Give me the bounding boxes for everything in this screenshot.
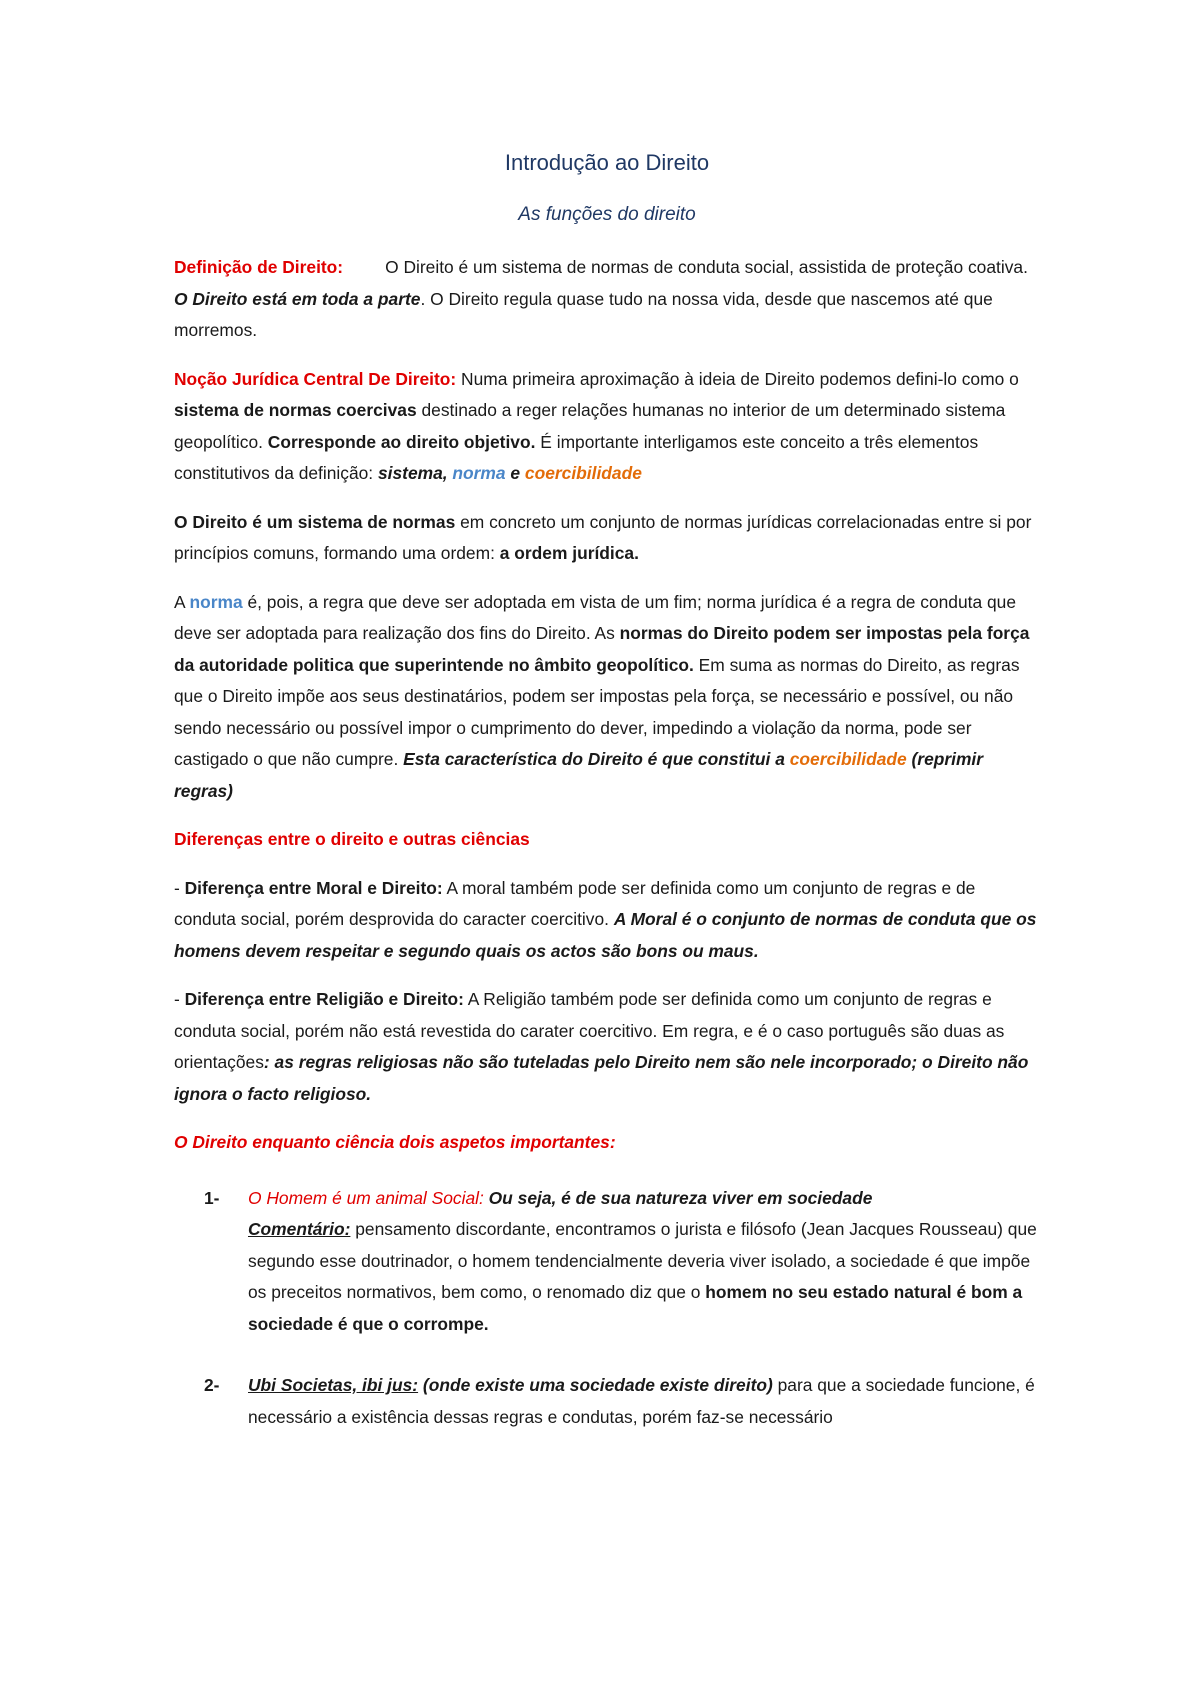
- text: A moral também pode ser definida como um conjunto de regras e de conduta social, porém desprovida do caracter coercitivo.: [174, 877, 976, 929]
- text: em concreto um conjunto de normas jurídicas correlacionadas entre si por princípios comuns, formando uma ordem:: [174, 511, 1032, 563]
- bold-text: sistema de normas coercivas: [174, 400, 417, 420]
- central-notion-label: Noção Jurídica Central De Direito:: [174, 368, 457, 389]
- list-item: [174, 1370, 1040, 1433]
- bold-text: a ordem jurídica.: [499, 543, 639, 563]
- text: Numa primeira aproximação à ideia de Direito podemos defini-lo como o: [456, 368, 1019, 389]
- text: destinado a reger relações humanas no interior de um determinado sistema geopolítico.: [174, 400, 1006, 452]
- text: É importante interligamos este conceito a três elementos constitutivos da definição:: [174, 431, 979, 483]
- text: pensamento discordante, encontramos o jurista e filósofo (Jean Jacques Rousseau) que segundo esse doutrinador, o homem tendencialmente deveria viver isolado, a sociedade é que impõe os preceitos normativos, bem como, o renomado diz que o: [248, 1219, 1037, 1302]
- bold-italic-text: Esta característica do Direito é que constitui a: [403, 749, 790, 769]
- text: O Direito é um sistema de normas de conduta social, assistida de proteção coativa.: [385, 257, 1028, 277]
- text: é, pois, a regra que deve ser adoptada em vista de um fim; norma jurídica é a regra de conduta que deve ser adoptada para realização dos fins do Direito. As: [174, 591, 1017, 643]
- bold-italic-text: A Moral é o conjunto de normas de conduta que os homens devem respeitar e segundo quais os actos são bons ou maus.: [174, 909, 1037, 961]
- paragraph-norma: [174, 587, 1040, 808]
- paragraph-central-notion: [174, 364, 1040, 490]
- bold-italic-text: (onde existe uma sociedade existe direito): [418, 1375, 773, 1395]
- text: . O Direito regula quase tudo na nossa vida, desde que nascemos até que morremos.: [174, 288, 993, 340]
- list-number: 2-: [204, 1375, 220, 1395]
- paragraph-system-of-norms: [174, 507, 1040, 570]
- bold-text: O Direito é um sistema de normas: [174, 511, 456, 532]
- bold-italic-text: e: [505, 463, 525, 483]
- text: A: [174, 591, 190, 612]
- list-item: [174, 1183, 1040, 1341]
- coercibilidade-term: coercibilidade: [524, 463, 642, 483]
- section-heading-science: O Direito enquanto ciência dois aspetos importantes:: [174, 1132, 616, 1152]
- bold-italic-text: : as regras religiosas não são tuteladas pelo Direito nem são nele incorporado; o Direito não ignora o facto religioso.: [174, 1052, 1029, 1104]
- text: para que a sociedade funcione, é necessário a existência dessas regras e condutas, porém faz-se necessário: [248, 1375, 1035, 1427]
- coercibilidade-term: coercibilidade: [789, 749, 907, 769]
- bold-text: Diferença entre Religião e Direito:: [184, 989, 464, 1009]
- document-subtitle: As funções do direito: [518, 204, 696, 225]
- section-heading-differences: Diferenças entre o direito e outras ciências: [174, 829, 530, 849]
- underlined-label: Comentário:: [248, 1219, 351, 1239]
- bold-italic-text: Ou seja, é de sua natureza viver em sociedade: [483, 1187, 873, 1208]
- text: -: [174, 877, 185, 898]
- text: Em suma as normas do Direito, as regras que o Direito impõe aos seus destinatários, podem ser impostas pela força, se necessário e possível, ou não sendo necessário ou possível impor o cumprimento do dever, impedindo a violação da norma, pode ser castigado o que não cumpre.: [174, 654, 1020, 769]
- bold-text: Diferença entre Moral e Direito:: [184, 877, 443, 898]
- norma-term: norma: [452, 463, 506, 483]
- numbered-list: [174, 1183, 1040, 1434]
- list-number: 1-: [204, 1187, 220, 1208]
- bold-italic-text: O Direito está em toda a parte: [174, 288, 421, 309]
- bold-text: homem no seu estado natural é bom a sociedade é que o corrompe.: [248, 1282, 1023, 1334]
- norma-term: norma: [189, 591, 243, 612]
- bold-italic-text: sistema,: [377, 463, 453, 483]
- bold-italic-text: (reprimir regras): [174, 749, 984, 801]
- bold-text: Corresponde ao direito objetivo.: [267, 431, 536, 452]
- document-title: Introdução ao Direito: [504, 150, 710, 175]
- red-italic-text: O Homem é um animal Social:: [248, 1187, 484, 1208]
- bold-text: normas do Direito podem ser impostas pela força da autoridade politica que superintende no âmbito geopolítico.: [174, 623, 1030, 675]
- text: A Religião também pode ser definida como um conjunto de regras e conduta social, porém não está revestida do carater coercitivo. Em regra, e é o caso português são duas as orientações: [174, 989, 1005, 1072]
- paragraph-moral: [174, 873, 1040, 968]
- paragraph-religion: [174, 984, 1040, 1110]
- underlined-label: Ubi Societas, ibi jus:: [248, 1375, 419, 1395]
- definition-label: Definição de Direito:: [174, 257, 344, 277]
- paragraph-definition: [174, 252, 1040, 347]
- text: -: [174, 989, 185, 1009]
